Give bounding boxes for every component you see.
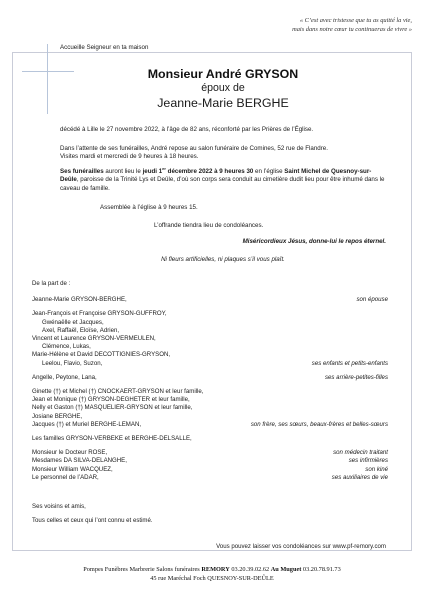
repose-paragraph	[60, 145, 386, 162]
flowers-note: Ni fleurs artificielles, ni plaques s’il vous plaît.	[161, 256, 285, 263]
funeral-church: Saint Michel de Quesnoy-sur-Deûle	[60, 168, 372, 184]
frame-right-rule	[411, 52, 412, 550]
care-name: Mesdames DA SILVA-DELANGHE,	[32, 457, 127, 465]
family-group-children	[32, 310, 388, 367]
frame-left-rule	[12, 52, 13, 550]
family-name: Nelly et Gaston (†) MASQUELIER-GRYSON et leur famille,	[32, 404, 193, 412]
deceased-name: Monsieur André GRYSON	[147, 67, 299, 81]
funeral-paragraph	[60, 165, 386, 193]
family-group-spouse	[32, 296, 388, 304]
footer-text-b: 03.20.39.02.62	[229, 566, 271, 573]
footer-brand-remory: REMORY	[201, 566, 230, 573]
family-relation: ses enfants et petits-enfants	[311, 359, 388, 367]
family-name: Ginette (†) et Michel (†) CNOCKAERT-GRYSON et leur famille,	[32, 388, 204, 396]
funeral-text-1: auront lieu le	[103, 168, 143, 175]
family-relation: son frère, ses sœurs, beaux-frères et belles-sœurs	[250, 420, 388, 428]
funeral-text-2: en l’église	[253, 168, 285, 175]
epigraph-quote	[212, 16, 412, 34]
footer-text-a: Pompes Funèbres Marbrerie Salons funéraires	[83, 566, 202, 573]
funeral-date-day: jeudi 1	[142, 168, 163, 175]
funeral-date-sup: er	[162, 165, 166, 171]
prayer-line: Miséricordieux Jésus, donne-lui le repos éternel.	[242, 238, 386, 245]
care-relation: ses auxiliaires de vie	[331, 473, 388, 481]
epigraph-line-2: mais dans notre cœur tu continueras de vivre »	[292, 26, 412, 33]
family-relation: ses arrière-petites-filles	[325, 373, 388, 381]
family-intro: De la part de :	[32, 280, 71, 287]
spouse-label: époux de	[201, 82, 245, 94]
family-name: Jean et Monique (†) GRYSON-DEGHETER et leur famille,	[32, 396, 190, 404]
footer-text-c: 03.20.78.91.73	[301, 566, 341, 573]
family-group-families: Les familles GRYSON-VERBEKE et BERGHE-DELSALLE,	[32, 435, 192, 443]
family-name: Clémence, Lukas,	[42, 343, 91, 351]
family-name: Jeanne-Marie GRYSON-BERGHE,	[32, 296, 127, 304]
family-group-siblings	[32, 388, 388, 429]
care-row	[32, 457, 388, 465]
care-relation: son médecin traitant	[333, 449, 388, 457]
frame-bottom-rule	[12, 550, 412, 551]
footer-brand-muguet: Au Muguet	[270, 566, 302, 573]
footer-address: 45 rue Maréchal Foch QUESNOY-SUR-DEÛLE	[150, 574, 274, 582]
funeral-date	[142, 165, 254, 175]
family-group-great-grandchildren	[32, 374, 388, 382]
family-name: Vincent et Laurence GRYSON-VERMEULEN,	[32, 335, 156, 343]
family-name: Angelle, Peytone, Lana,	[32, 373, 97, 381]
family-name: Jean-François et Françoise GRYSON-GUFFROY,	[32, 310, 167, 318]
care-row	[32, 466, 388, 474]
epigraph-line-1: « C’est avec tristesse que tu as quitté la vie,	[299, 17, 412, 24]
family-name: Marie-Hélène et David DECOTTIGNIES-GRYSON,	[32, 351, 171, 359]
family-name: Leelou, Flavio, Suzon,	[42, 359, 103, 367]
spouse-name: Jeanne-Marie BERGHE	[157, 96, 289, 110]
family-name: Josiane BERGHE,	[32, 412, 83, 420]
family-relation: son épouse	[356, 296, 388, 304]
funeral-home-footer	[0, 566, 424, 583]
funeral-date-rest: décembre 2022 à 9 heures 30	[165, 168, 254, 175]
faith-line: Accueille Seigneur en ta maison	[60, 44, 149, 51]
care-name: Le personnel de l’ADAR,	[32, 473, 99, 481]
care-team-list	[32, 449, 388, 482]
family-name: Axel, Raffaël, Eloïse, Adrien,	[42, 326, 120, 334]
funeral-text-3: , paroisse de la Trinité Lys et Deûle, d’où son corps sera conduit au cimetière dudit lieu pour être inhumé dans le caveau de famille.	[60, 176, 385, 192]
family-name: Gwénaëlle et Jacques,	[42, 318, 104, 326]
care-name: Monsieur William WACQUEZ,	[32, 465, 113, 473]
family-list	[32, 280, 388, 482]
care-name: Monsieur le Docteur ROSE,	[32, 449, 108, 457]
care-relation: son kiné	[365, 465, 388, 473]
death-notice: décédé à Lille le 27 novembre 2022, à l’âge de 82 ans, réconforté par les Prières de l’Église.	[60, 126, 314, 133]
offering-note: L’offrande tiendra lieu de condoléances.	[154, 222, 264, 229]
funeral-lead: Ses funérailles	[60, 168, 104, 175]
closing-block	[32, 503, 388, 525]
deceased-title-block	[60, 66, 386, 111]
care-relation: ses infirmières	[348, 457, 388, 465]
closing-neighbours: Ses voisins et amis,	[32, 503, 86, 510]
condolence-website-note: Vous pouvez laisser vos condoléances sur www.pf-remory.com	[216, 543, 386, 550]
cross-vertical-bar	[47, 44, 48, 114]
repose-line-2: Visites mardi et mercredi de 9 heures à 18 heures.	[60, 153, 199, 161]
gathering-note: Assemblée à l’église à 9 heures 15.	[100, 204, 198, 211]
footer-line-1	[0, 566, 424, 575]
care-row	[32, 474, 388, 482]
family-name: Jacques (†) et Muriel BERGHE-LEMAN,	[32, 420, 142, 428]
repose-line-1: Dans l’attente de ses funérailles, André repose au salon funéraire de Comines, 52 rue de Flandre.	[60, 145, 328, 152]
closing-all: Tous celles et ceux qui l’ont connu et estimé.	[32, 517, 153, 525]
care-row	[32, 449, 388, 457]
